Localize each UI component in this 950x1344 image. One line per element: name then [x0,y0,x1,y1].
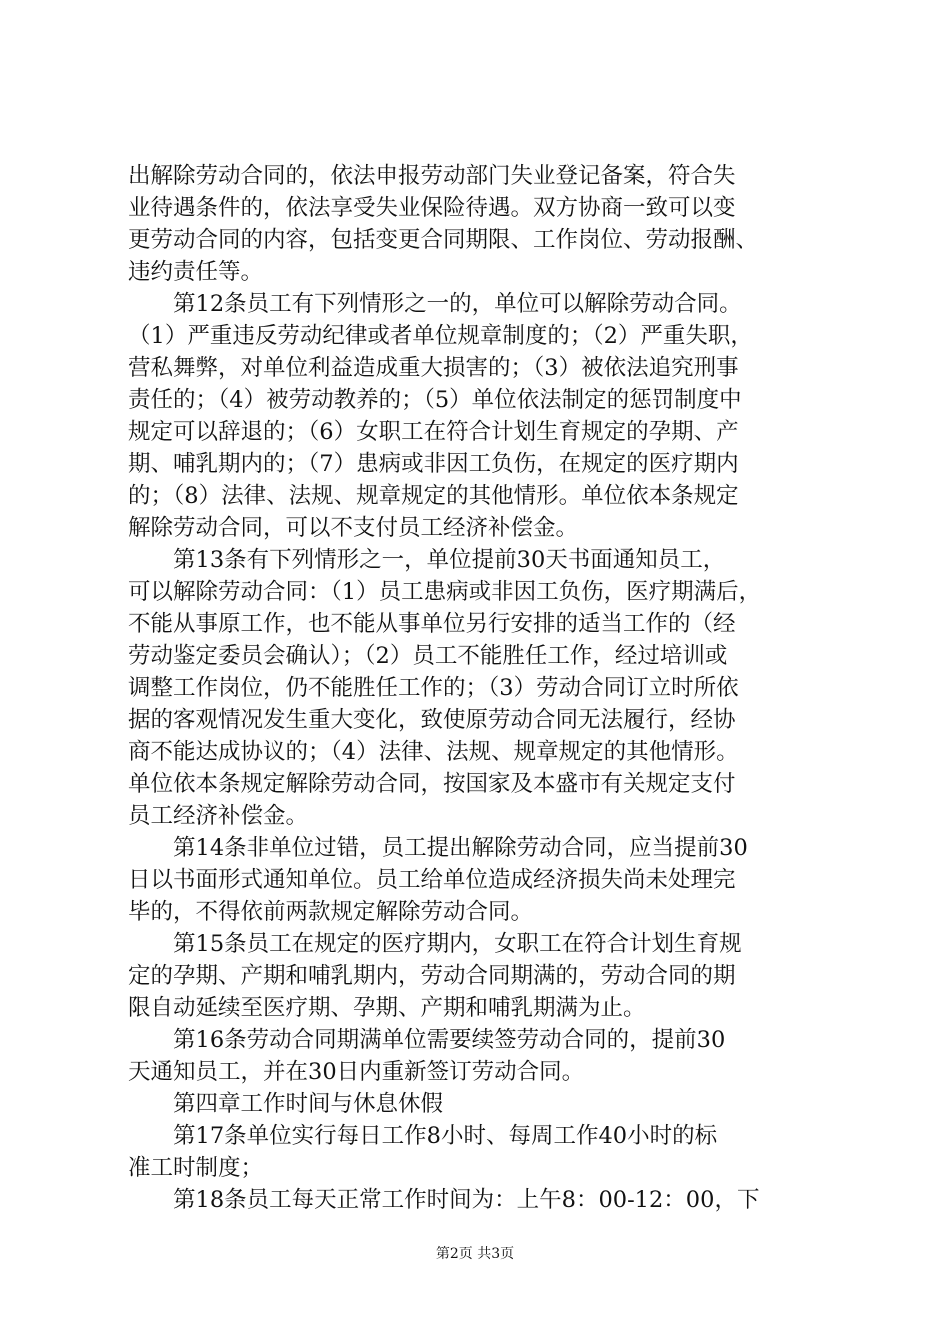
paragraph-article-12: 第12条员工有下列情形之一的，单位可以解除劳动合同。 （1）严重违反劳动纪律或者单位规章制度的；（2）严重失职， 营私舞弊，对单位利益造成重大损害的；（3）被依法追究刑事 责任的；（4）被劳动教养的；（5）单位依法制定的惩罚制度中 规定可以辞退的；（6）女职工在符合计划生育规定的孕期、产 期、哺乳期内的；（7）患病或非因工负伤，在规定的医疗期内 的；（8）法律、法规、规章规定的其他情形。单位依本条规定 解除劳动合同，可以不支付员工经济补偿金。 [128,291,753,541]
chapter-heading: 第四章工作时间与休息休假 [128,1091,444,1117]
paragraph-article-15: 第15条员工在规定的医疗期内，女职工在符合计划生育规 定的孕期、产期和哺乳期内，劳动合同期满的，劳动合同的期 限自动延续至医疗期、孕期、产期和哺乳期满为止。 [128,931,742,1021]
paragraph-continuation: 出解除劳动合同的，依法申报劳动部门失业登记备案，符合失 业待遇条件的，依法享受失业保险待遇。双方协商一致可以变 更劳动合同的内容，包括变更合同期限、工作岗位、劳动报酬、 违约责任等。 [128,163,759,285]
paragraph-article-18: 第18条员工每天正常工作时间为：上午8：00-12：00，下 [128,1187,760,1213]
document-body [128,160,828,1216]
page-footer [0,1244,950,1264]
paragraph-article-14: 第14条非单位过错，员工提出解除劳动合同，应当提前30 日以书面形式通知单位。员工给单位造成经济损失尚未处理完 毕的，不得依前两款规定解除劳动合同。 [128,835,748,925]
page-number: 第2页 共3页 [435,1246,515,1262]
paragraph-article-16: 第16条劳动合同期满单位需要续签劳动合同的，提前30 天通知员工，并在30日内重新签订劳动合同。 [128,1027,726,1085]
paragraph-article-17: 第17条单位实行每日工作8小时、每周工作40小时的标 准工时制度； [128,1123,718,1181]
paragraph-article-13: 第13条有下列情形之一，单位提前30天书面通知员工， 可以解除劳动合同：（1）员工患病或非因工负伤，医疗期满后， 不能从事原工作，也不能从事单位另行安排的适当工作的（经 劳动鉴定委员会确认）；（2）员工不能胜任工作，经过培训或 调整工作岗位，仍不能胜任工作的；（3）劳动合同订立时所依 据的客观情况发生重大变化，致使原劳动合同无法履行，经协 商不能达成协议的；（4）法律、法规、规章规定的其他情形。 单位依本条规定解除劳动合同，按国家及本盛市有关规定支付 员工经济补偿金。 [128,547,762,829]
